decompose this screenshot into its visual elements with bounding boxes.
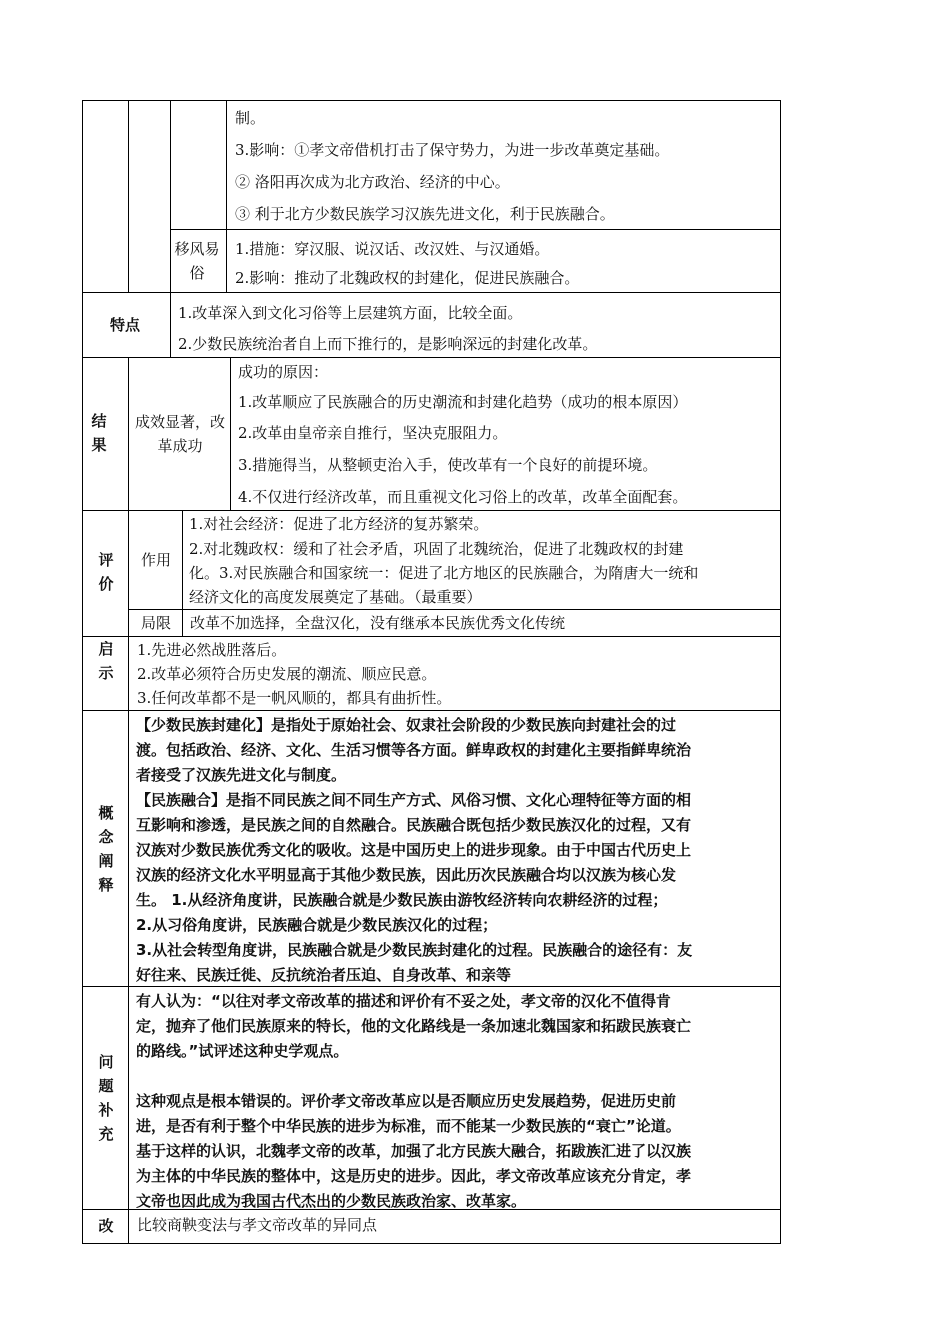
text-line: 制。 (235, 109, 266, 127)
result-label: 结果 (91, 412, 107, 454)
effect-label: 作用 (140, 551, 171, 569)
text-line: 2.少数民族统治者自上而下推行的，是影响深远的封建化改革。 (178, 335, 598, 353)
text-line: 1.措施：穿汉服、说汉话、改汉姓、与汉通婚。 (235, 240, 550, 258)
features-label: 特点 (109, 316, 140, 334)
answer-line: 为主体的中华民族的整体中，这是历史的进步。因此，孝文帝改革应该充分肯定，孝 (136, 1167, 692, 1185)
text-line: 2.从习俗角度讲，民族融合就是少数民族汉化的过程； (136, 916, 498, 934)
text-line: 化。3.对民族融合和国家统一：促进了北方地区的民族融合，为隋唐大一统和 (189, 564, 699, 582)
question-cell (136, 989, 776, 1214)
text-line: 者接受了汉族先进文化与制度。 (136, 766, 347, 784)
text-line: 4.不仅进行经济改革，而且重视文化习俗上的改革，改革全面配套。 (238, 488, 688, 506)
text-line: 3.从社会转型角度讲，民族融合就是少数民族封建化的过程。民族融合的途径有：友 (136, 941, 693, 959)
text-line: 好往来、民族迁徙、反抗统治者压迫、自身改革、和亲等 (136, 966, 512, 984)
text-line: 1.改革深入到文化习俗等上层建筑方面，比较全面。 (178, 304, 523, 322)
text-line: 1.先进必然战胜落后。 (137, 641, 287, 659)
text-line: 1.对社会经济：促进了北方经济的复苏繁荣。 (189, 515, 489, 533)
text-line: 3.措施得当，从整顿吏治入手，使改革有一个良好的前提环境。 (238, 456, 658, 474)
text-line: 汉族对少数民族优秀文化的吸收。这是中国历史上的进步现象。由于中国古代历史上 (136, 841, 692, 859)
blank-line (136, 1064, 776, 1089)
question-label: 问题补充 (98, 1053, 114, 1143)
text-line: 渡。包括政治、经济、文化、生活习惯等各方面。鲜卑政权的封建化主要指鲜卑统治 (136, 741, 692, 759)
text-line: 汉族的经济文化水平明显高于其他少数民族，因此历次民族融合均以汉族为核心发 (136, 866, 677, 884)
answer-line: 基于这样的认识，北魏孝文帝的改革，加强了北方民族大融合，拓跋族汇进了以汉族 (136, 1142, 692, 1160)
text-line: 2.改革必须符合历史发展的潮流、顺应民意。 (137, 665, 437, 683)
question-line: 定，抛弃了他们民族原来的特长，他的文化路线是一条加速北魏国家和拓跋民族衰亡 (136, 1017, 692, 1035)
text-line: 2.改革由皇帝亲自推行，坚决克服阻力。 (238, 424, 508, 442)
text-line: 经济文化的高度发展奠定了基础。（最重要） (189, 588, 482, 606)
answer-line: 进，是否有利于整个中华民族的进步为标准，而不能某一少数民族的“衰亡”论道。 (136, 1117, 681, 1135)
text-line: 【民族融合】是指不同民族之间不同生产方式、风俗习惯、文化心理特征等方面的相 (136, 791, 692, 809)
limit-text: 改革不加选择，全盘汉化，没有继承本民族优秀文化传统 (190, 614, 566, 632)
text-line: 【少数民族封建化】是指处于原始社会、奴隶社会阶段的少数民族向封建社会的过 (136, 716, 677, 734)
text-line: 2.对北魏政权：缓和了社会矛盾，巩固了北魏统治，促进了北魏政权的封建 (189, 540, 684, 558)
text-line: 1.改革顺应了民族融合的历史潮流和封建化趋势（成功的根本原因） (238, 393, 688, 411)
text-line: 3.影响：①孝文帝借机打击了保守势力，为进一步改革奠定基础。 (235, 141, 670, 159)
text-line: 互影响和渗透，是民族之间的自然融合。民族融合既包括少数民族汉化的过程，又有 (136, 816, 692, 834)
concept-label: 概念阐释 (98, 804, 114, 894)
result-sub-label: 成效显著，改革成功 (134, 413, 225, 455)
concept-cell (136, 713, 776, 988)
text-line: 2.影响：推动了北魏政权的封建化，促进民族融合。 (235, 269, 580, 287)
text-line: ② 洛阳再次成为北方政治、经济的中心。 (235, 173, 510, 191)
answer-line: 这种观点是根本错误的。评价孝文帝改革应以是否顺应历史发展趋势，促进历史前 (136, 1092, 677, 1110)
compare-text: 比较商鞅变法与孝文帝改革的异同点 (137, 1216, 378, 1234)
limit-label: 局限 (140, 614, 171, 632)
question-line: 有人认为：“以往对孝文帝改革的描述和评价有不妥之处，孝文帝的汉化不值得肯 (136, 992, 671, 1010)
customs-label: 移风易俗 (174, 240, 220, 282)
text-line: ③ 利于北方少数民族学习汉族先进文化，利于民族融合。 (235, 205, 615, 223)
insight-label: 启示 (98, 640, 114, 682)
question-line: 的路线。”试评述这种史学观点。 (136, 1042, 349, 1060)
evaluation-label: 评价 (98, 551, 114, 593)
text-line: 成功的原因： (238, 363, 329, 381)
text-line: 3.任何改革都不是一帆风顺的，都具有曲折性。 (137, 689, 452, 707)
answer-line: 文帝也因此成为我国古代杰出的少数民族政治家、改革家。 (136, 1192, 527, 1210)
compare-label: 改 (98, 1217, 114, 1235)
text-line: 生。 1.从经济角度讲，民族融合就是少数民族由游牧经济转向农耕经济的过程； (136, 891, 668, 909)
